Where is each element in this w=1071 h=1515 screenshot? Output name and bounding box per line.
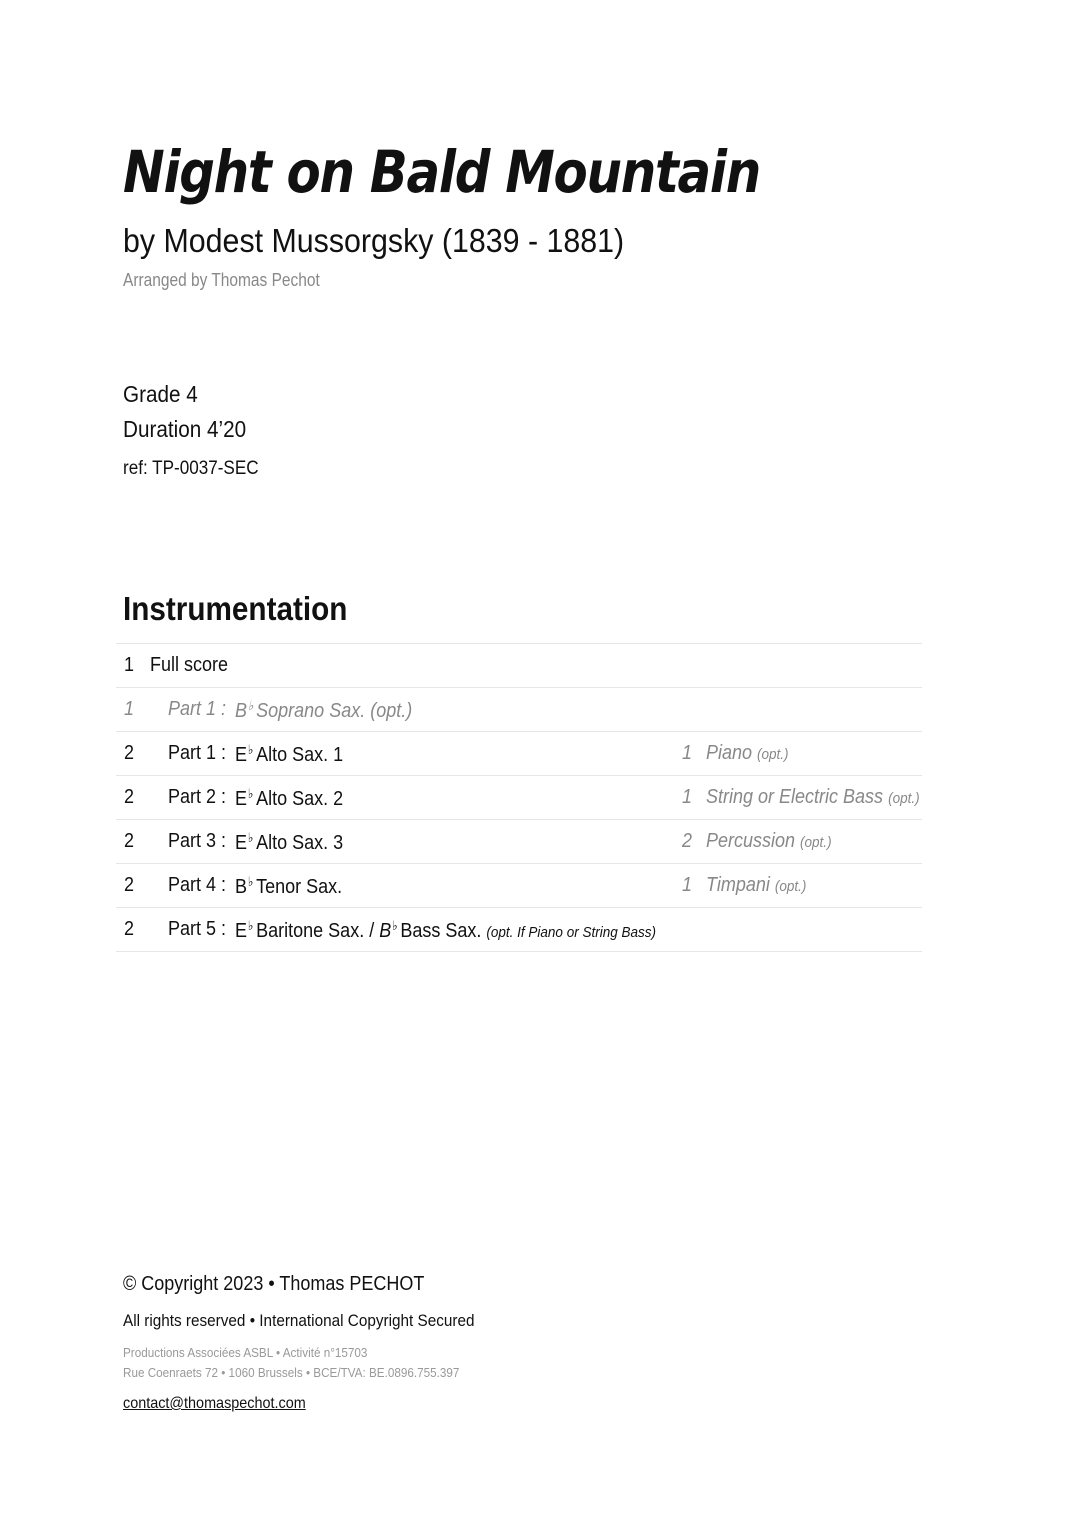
row-instrument-secondary [706, 874, 806, 897]
table-row-baritone-sax [116, 908, 922, 952]
key-letter: B [379, 920, 392, 942]
row-instrument: Full score [150, 654, 229, 676]
row-instrument [235, 698, 412, 723]
instrument-name: Soprano Sax. (opt.) [256, 700, 413, 722]
optional-tag: (opt.) [774, 878, 807, 895]
flat-sign: ♭ [247, 698, 254, 713]
row-quantity: 2 [124, 830, 135, 852]
arranger-line: Arranged by Thomas Pechot [123, 270, 320, 290]
row-quantity: 2 [124, 786, 135, 808]
row-quantity-secondary: 1 [682, 874, 693, 896]
row-part: Part 1 : [168, 742, 227, 764]
row-quantity: 1 [124, 698, 135, 720]
row-quantity-secondary: 2 [682, 830, 693, 852]
contact-email-link[interactable]: contact@thomaspechot.com [123, 1395, 306, 1412]
copyright-line: © Copyright 2023 • Thomas PECHOT [123, 1273, 425, 1295]
instrument-name: String or Electric Bass [706, 786, 884, 808]
instrument-name: Bass Sax. [400, 920, 482, 942]
organization-line: Productions Associées ASBL • Activité n°15703 [123, 1345, 368, 1360]
full-score-row [116, 644, 922, 688]
row-part: Part 3 : [168, 830, 227, 852]
row-quantity: 1 [124, 654, 135, 676]
table-row-alto-sax-3 [116, 820, 922, 864]
row-instrument [235, 874, 342, 899]
optional-tag: (opt.) [800, 834, 832, 851]
row-quantity: 2 [124, 742, 135, 764]
flat-sign: ♭ [247, 874, 254, 889]
key-letter: B [235, 876, 248, 898]
optional-tag: (opt.) [757, 746, 789, 763]
key-letter: B [235, 700, 248, 722]
instrument-name: Alto Sax. 3 [256, 832, 344, 854]
duration-label: Duration 4’20 [123, 416, 247, 442]
composer-line: by Modest Mussorgsky (1839 - 1881) [123, 222, 625, 259]
grade-label: Grade 4 [123, 381, 198, 407]
instrument-name: Piano [706, 742, 753, 764]
row-instrument [235, 918, 656, 943]
optional-note: (opt. If Piano or String Bass) [486, 924, 656, 941]
flat-sign: ♭ [247, 786, 254, 801]
page-title: Night on Bald Mountain [123, 138, 760, 206]
row-part: Part 5 : [168, 918, 227, 940]
instrument-name: Timpani [706, 874, 770, 896]
row-quantity-secondary: 1 [682, 742, 693, 764]
row-instrument-secondary [706, 742, 789, 765]
row-instrument-secondary [706, 830, 832, 853]
row-instrument [235, 786, 343, 811]
instrument-name: Percussion [706, 830, 796, 852]
flat-sign: ♭ [247, 918, 254, 933]
row-quantity: 2 [124, 874, 135, 896]
reference-code: ref: TP-0037-SEC [123, 458, 259, 479]
key-letter: E [235, 744, 248, 766]
table-row-alto-sax-2 [116, 776, 922, 820]
rights-line: All rights reserved • International Copyright Secured [123, 1311, 475, 1330]
instrument-name: Tenor Sax. [256, 876, 343, 898]
instrumentation-table [116, 643, 922, 952]
instrument-name: Baritone Sax. / [256, 920, 375, 942]
row-instrument [235, 830, 343, 855]
flat-sign: ♭ [247, 830, 254, 845]
key-letter: E [235, 832, 248, 854]
key-letter: E [235, 788, 248, 810]
instrument-name: Alto Sax. 2 [256, 788, 344, 810]
instrument-name: Alto Sax. 1 [256, 744, 344, 766]
optional-tag: (opt.) [888, 790, 920, 807]
row-instrument [235, 742, 343, 767]
instrumentation-heading: Instrumentation [123, 590, 348, 627]
address-line: Rue Coenraets 72 • 1060 Brussels • BCE/TVA: BE.0896.755.397 [123, 1365, 460, 1380]
flat-sign: ♭ [392, 918, 398, 933]
table-row-tenor-sax [116, 864, 922, 908]
row-quantity: 2 [124, 918, 135, 940]
row-part: Part 1 : [168, 698, 227, 720]
table-row-soprano-sax [116, 688, 922, 732]
row-part: Part 2 : [168, 786, 227, 808]
row-quantity-secondary: 1 [682, 786, 693, 808]
row-instrument-secondary [706, 786, 920, 809]
row-part: Part 4 : [168, 874, 227, 896]
table-row-alto-sax-1 [116, 732, 922, 776]
key-letter: E [235, 920, 248, 942]
flat-sign: ♭ [247, 742, 254, 757]
